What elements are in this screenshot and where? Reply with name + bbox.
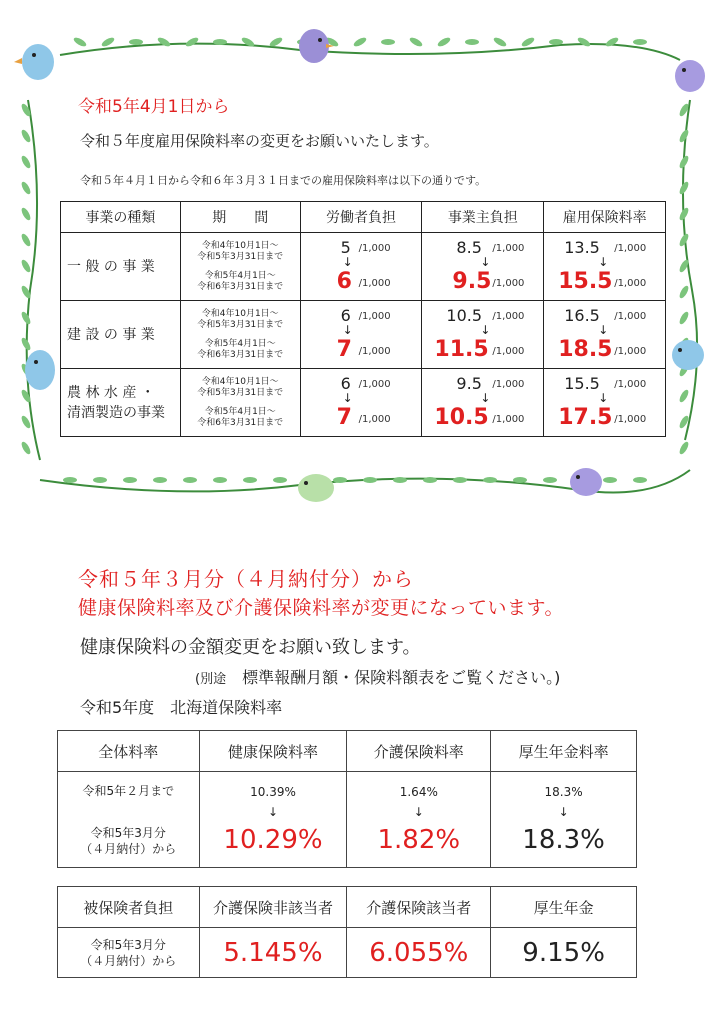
business-category: 一 般 の 事 業: [61, 233, 181, 301]
header-cell: 被保険者負担: [58, 887, 200, 928]
employer-rate: 9.5 /1,000 ↓ 10.5 /1,000: [422, 369, 544, 437]
table-header-row: [58, 731, 637, 772]
worker-rate: 5 /1,000 ↓ 6 /1,000: [300, 233, 422, 301]
employer-rate: 10.5 /1,000 ↓ 11.5 /1,000: [422, 301, 544, 369]
health-insurance-rate: 10.39% ↓ 10.29%: [199, 772, 347, 868]
table-row: [58, 772, 637, 868]
care-share: 6.055%: [347, 928, 491, 978]
pension-rate: 18.3% ↓ 18.3%: [491, 772, 637, 868]
worker-rate: 6 /1,000 ↓ 7 /1,000: [300, 301, 422, 369]
header-cell: 介護保険非該当者: [199, 887, 347, 928]
header-cell: 期 間: [180, 202, 300, 233]
non-care-share: 5.145%: [199, 928, 347, 978]
period-cell: 令和4年10月1日～ 令和5年3月31日まで 令和5年4月1日～ 令和6年3月31日まで: [180, 369, 300, 437]
region-rate-title: 令和5年度 北海道保険料率: [80, 698, 283, 717]
period-label: 令和5年3月分 （４月納付）から: [58, 928, 200, 978]
total-rate: 16.5 /1,000 ↓ 18.5 /1,000: [544, 301, 666, 369]
bird-icon: [25, 350, 55, 390]
bird-icon: [298, 474, 334, 502]
header-cell: 事業主負担: [422, 202, 544, 233]
header-cell: 事業の種類: [61, 202, 181, 233]
period-label: 令和5年２月まで 令和5年3月分 （４月納付）から: [58, 772, 200, 868]
business-category: 農 林 水 産 ・ 清酒製造の事業: [61, 369, 181, 437]
insured-share-table: [57, 886, 637, 978]
table-row: [61, 301, 666, 369]
total-rate: 15.5 /1,000 ↓ 17.5 /1,000: [544, 369, 666, 437]
period-cell: 令和4年10月1日～ 令和5年3月31日まで 令和5年4月1日～ 令和6年3月31日まで: [180, 233, 300, 301]
header-cell: 労働者負担: [300, 202, 422, 233]
table-row: [61, 233, 666, 301]
header-cell: 介護保険該当者: [347, 887, 491, 928]
request-line: 令和５年度雇用保険料率の変更をお願いいたします。: [80, 132, 439, 150]
care-insurance-rate: 1.64% ↓ 1.82%: [347, 772, 491, 868]
employer-rate: 8.5 /1,000 ↓ 9.5 /1,000: [422, 233, 544, 301]
effective-date-heading: 令和5年4月1日から: [78, 97, 230, 117]
bird-icon: [672, 340, 704, 370]
employment-insurance-table: [60, 201, 666, 437]
table-row: [61, 369, 666, 437]
overall-rates-table: [57, 730, 637, 868]
reference-note: (別途 標準報酬月額・保険料額表をご覧ください。): [195, 668, 561, 687]
period-cell: 令和4年10月1日～ 令和5年3月31日まで 令和5年4月1日～ 令和6年3月31日まで: [180, 301, 300, 369]
bird-icon: [14, 44, 54, 80]
health-request-line: 健康保険料の金額変更をお願い致します。: [80, 637, 421, 658]
header-cell: 厚生年金料率: [491, 731, 637, 772]
total-rate: 13.5 /1,000 ↓ 15.5 /1,000: [544, 233, 666, 301]
table-header-row: [58, 887, 637, 928]
health-change-heading: 令和５年３月分（４月納付分）から: [78, 567, 414, 591]
header-cell: 全体料率: [58, 731, 200, 772]
bird-icon: [675, 60, 705, 92]
header-cell: 健康保険料率: [199, 731, 347, 772]
bird-icon: [570, 468, 602, 496]
business-category: 建 設 の 事 業: [61, 301, 181, 369]
health-change-subheading: 健康保険料率及び介護保険料率が変更になっています。: [78, 597, 564, 619]
period-line: 令和５年４月１日から令和６年３月３１日までの雇用保険料率は以下の通りです。: [80, 174, 487, 187]
table-header-row: [61, 202, 666, 233]
header-cell: 厚生年金: [491, 887, 637, 928]
bird-icon: [299, 29, 334, 63]
table-row: [58, 928, 637, 978]
header-cell: 介護保険料率: [347, 731, 491, 772]
worker-rate: 6 /1,000 ↓ 7 /1,000: [300, 369, 422, 437]
header-cell: 雇用保険料率: [544, 202, 666, 233]
pension-share: 9.15%: [491, 928, 637, 978]
